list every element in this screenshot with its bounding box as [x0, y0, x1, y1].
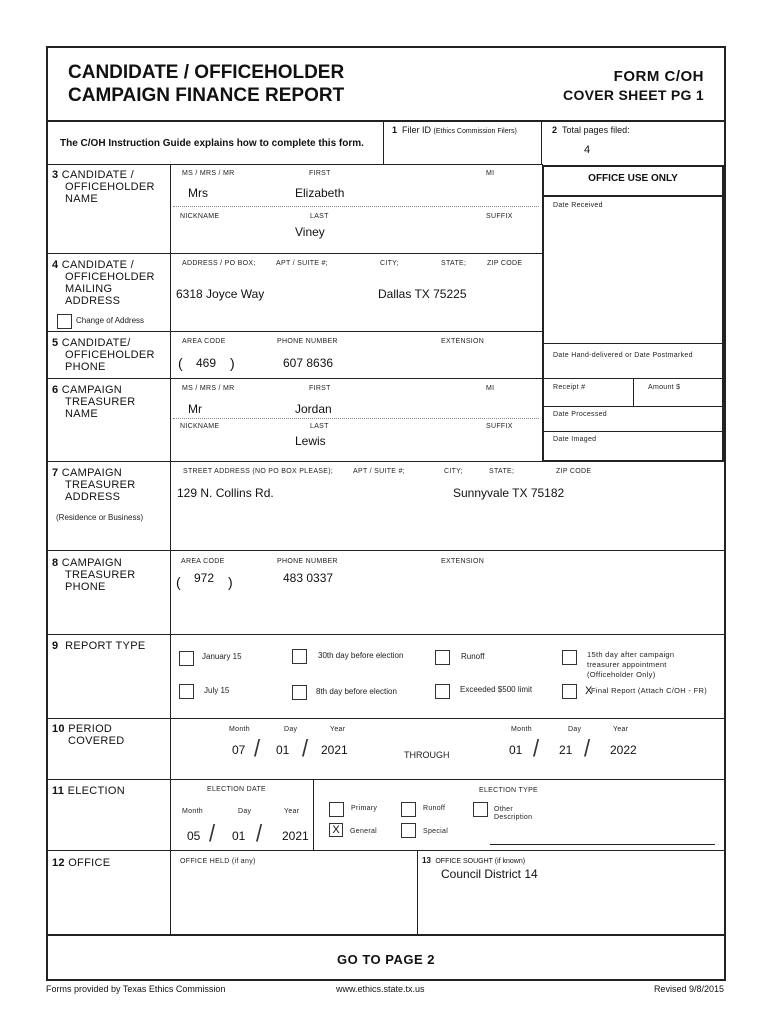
report-jan15-label: January 15	[202, 652, 242, 661]
receipt-amount-divider	[633, 378, 634, 407]
report-30day-checkbox[interactable]	[292, 649, 307, 664]
election-runoff-label: Runoff	[423, 805, 446, 812]
sec4-label	[52, 259, 155, 307]
sec11-label	[52, 785, 125, 797]
sec4-num: 4	[52, 259, 59, 271]
sec5-phone-header: PHONE NUMBER	[277, 338, 338, 345]
sec6-mi-header: MI	[486, 385, 495, 392]
form-title-line1: CANDIDATE / OFFICEHOLDER	[68, 62, 345, 83]
sec3-title-header: MS / MRS / MR	[182, 170, 235, 177]
report-30day-label: 30th day before election	[318, 651, 404, 660]
sec4-zip-header: ZIP CODE	[487, 260, 523, 267]
sec8-phone-header: PHONE NUMBER	[277, 558, 338, 565]
election-other-line1: Other	[494, 806, 514, 813]
sec5-area-close: )	[230, 355, 235, 371]
office-sought-header	[422, 856, 525, 867]
sec6-num: 6	[52, 384, 59, 396]
election-day-header: Day	[238, 808, 252, 815]
sec6-suffix-header: SUFFIX	[486, 423, 513, 430]
report-final-checkbox[interactable]	[562, 684, 577, 699]
sec3-label-3: NAME	[65, 193, 98, 205]
through-label: THROUGH	[404, 750, 450, 760]
header-divider	[46, 120, 726, 122]
sec4-address-value[interactable]: 6318 Joyce Way	[176, 287, 265, 301]
report-15day-line1: 15th day after campaign	[587, 650, 675, 659]
election-year-value[interactable]: 2021	[282, 829, 309, 843]
receipt-label: Receipt #	[553, 384, 586, 391]
sec12-label	[52, 857, 110, 869]
change-of-address-checkbox[interactable]	[57, 314, 72, 329]
sec5-area-header: AREA CODE	[182, 338, 226, 345]
sec12-label-text: OFFICE	[68, 857, 111, 869]
sec8-bottom	[46, 634, 726, 635]
cover-sheet-label: COVER SHEET PG 1	[563, 87, 704, 103]
sec9-label	[52, 640, 145, 652]
sec5-label	[52, 337, 155, 373]
sec8-area-header: AREA CODE	[181, 558, 225, 565]
report-final-mark: X	[585, 685, 593, 697]
sec6-title-header: MS / MRS / MR	[182, 385, 235, 392]
report-15day-label	[587, 650, 674, 680]
election-special-checkbox[interactable]	[401, 823, 416, 838]
sec3-first-value[interactable]: Elizabeth	[295, 186, 345, 200]
report-15day-checkbox[interactable]	[562, 650, 577, 665]
sec3-mi-header: MI	[486, 170, 495, 177]
sec11-label-text: ELECTION	[67, 785, 126, 797]
sec8-ext-header: EXTENSION	[441, 558, 485, 565]
pages-divider	[541, 120, 542, 165]
office-divider	[417, 851, 418, 935]
form-title-line2: CAMPAIGN FINANCE REPORT	[68, 85, 345, 106]
sec3-nickname-header: NICKNAME	[180, 213, 220, 220]
date-imaged-label: Date Imaged	[553, 436, 597, 443]
sec10-label-2: COVERED	[68, 735, 125, 747]
sec9-label-text: REPORT TYPE	[65, 640, 146, 652]
sec5-num: 5	[52, 337, 59, 349]
to-day-value[interactable]: 21	[559, 743, 573, 757]
sec3-num: 3	[52, 169, 59, 181]
to-month-value[interactable]: 01	[509, 743, 523, 757]
sec8-label-1: CAMPAIGN	[61, 557, 123, 569]
sec5-ext-header: EXTENSION	[441, 338, 485, 345]
report-8day-label: 8th day before election	[316, 687, 397, 696]
date-processed-label: Date Processed	[553, 411, 608, 418]
sec5-label-1: CANDIDATE/	[61, 337, 131, 349]
election-day-value[interactable]: 01	[232, 829, 246, 843]
to-month-header: Month	[511, 726, 532, 733]
footer-url[interactable]: www.ethics.state.tx.us	[336, 984, 425, 994]
to-year-value[interactable]: 2022	[610, 743, 637, 757]
sec7-num: 7	[52, 467, 59, 479]
sec7-street-header: STREET ADDRESS (NO PO BOX PLEASE);	[183, 468, 334, 475]
instruction-bottom	[46, 164, 543, 165]
from-year-value[interactable]: 2021	[321, 743, 348, 757]
sec3-first-header: FIRST	[309, 170, 331, 177]
election-general-label: General	[350, 828, 378, 835]
sec8-area-close: )	[228, 574, 233, 590]
sec5-label-2: OFFICEHOLDER	[65, 349, 155, 361]
to-year-header: Year	[613, 726, 629, 733]
sec6-last-value[interactable]: Lewis	[295, 434, 326, 448]
sec10-bottom	[46, 779, 726, 780]
date-hand-delivered-label: Date Hand-delivered or Date Postmarked	[553, 352, 693, 359]
sec6-label-3: NAME	[65, 408, 98, 420]
sec6-label-2: TREASURER	[65, 396, 136, 408]
sec5-phone-value[interactable]: 607 8636	[283, 356, 334, 370]
office-sought-value[interactable]: Council District 14	[441, 867, 538, 881]
sec6-first-value[interactable]: Jordan	[295, 402, 332, 416]
from-day-value[interactable]: 01	[276, 743, 290, 757]
sec4-label-3: MAILING	[65, 283, 113, 295]
election-other-label	[494, 806, 532, 822]
sec4-city-state-zip-value[interactable]: Dallas TX 75225	[378, 287, 467, 301]
sec6-first-header: FIRST	[309, 385, 331, 392]
sec7-note: (Residence or Business)	[56, 513, 144, 522]
sec8-label	[52, 557, 136, 593]
sec10-label-1: PERIOD	[68, 723, 113, 735]
election-primary-label: Primary	[351, 805, 378, 812]
instruction-text: The C/OH Instruction Guide explains how to complete this form.	[60, 138, 364, 149]
election-slash-2: /	[256, 819, 263, 848]
election-type-header: ELECTION TYPE	[479, 787, 539, 794]
total-pages-label	[552, 125, 630, 136]
sec6-last-header: LAST	[310, 423, 329, 430]
election-primary-checkbox[interactable]	[329, 802, 344, 817]
office-use-divider-3	[542, 406, 724, 407]
election-runoff-checkbox[interactable]	[401, 802, 416, 817]
sec8-phone-value[interactable]: 483 0337	[283, 571, 334, 585]
from-year-header: Year	[330, 726, 346, 733]
sec9-num: 9	[52, 640, 59, 652]
sec7-city-state-zip-value[interactable]: Sunnyvale TX 75182	[453, 486, 565, 500]
sec9-bottom	[46, 718, 726, 719]
from-day-header: Day	[284, 726, 298, 733]
sec7-city-header: CITY;	[444, 468, 463, 475]
office-use-title-divider	[542, 195, 724, 197]
sec4-address-header: ADDRESS / PO BOX;	[182, 260, 256, 267]
report-final-label: Final Report (Attach C/OH - FR)	[591, 686, 707, 695]
sec7-state-header: STATE;	[489, 468, 515, 475]
sec6-nickname-header: NICKNAME	[180, 423, 220, 430]
to-slash-2: /	[584, 734, 591, 763]
election-special-label: Special	[423, 828, 449, 835]
change-of-address-label: Change of Address	[76, 316, 145, 325]
sec7-apt-header: APT / SUITE #;	[353, 468, 405, 475]
sec4-city-header: CITY;	[380, 260, 399, 267]
sec6-title-value[interactable]: Mr	[188, 402, 202, 416]
date-received-label: Date Received	[553, 202, 603, 209]
sec3-last-value[interactable]: Viney	[295, 225, 325, 239]
from-slash-1: /	[254, 734, 261, 763]
sec7-street-value[interactable]: 129 N. Collins Rd.	[177, 486, 274, 500]
sec3-suffix-header: SUFFIX	[486, 213, 513, 220]
to-slash-1: /	[533, 734, 540, 763]
sec11-num: 11	[52, 785, 65, 797]
sec7-label-1: CAMPAIGN	[61, 467, 123, 479]
election-other-checkbox[interactable]	[473, 802, 488, 817]
sec11-bottom	[46, 850, 726, 851]
sec8-label-3: PHONE	[65, 581, 106, 593]
report-runoff-label: Runoff	[461, 652, 485, 661]
office-held-header: OFFICE HELD (if any)	[180, 858, 256, 865]
from-month-header: Month	[229, 726, 250, 733]
sec12-bottom	[46, 934, 726, 936]
report-jan15-checkbox[interactable]	[179, 651, 194, 666]
sec4-apt-header: APT / SUITE #;	[276, 260, 328, 267]
amount-label: Amount $	[648, 384, 681, 391]
election-month-header: Month	[182, 808, 203, 815]
sec6-bottom	[46, 461, 726, 462]
report-exceeded-label: Exceeded $500 limit	[460, 685, 533, 694]
sec8-num: 8	[52, 557, 59, 569]
footer-revised: Revised 9/8/2015	[653, 984, 724, 994]
office-use-title: OFFICE USE ONLY	[588, 173, 678, 184]
election-date-divider	[313, 780, 314, 850]
sec4-state-header: STATE;	[441, 260, 467, 267]
sec5-area-value[interactable]: 469	[196, 356, 217, 370]
other-description-line	[490, 844, 715, 845]
go-to-page-2: GO TO PAGE 2	[337, 952, 435, 967]
sec8-area-value[interactable]: 972	[194, 571, 215, 585]
sec5-area-open: (	[178, 355, 183, 371]
election-date-header: ELECTION DATE	[207, 786, 267, 793]
total-pages-text: Total pages filed:	[562, 125, 630, 135]
from-month-value[interactable]: 07	[232, 743, 246, 757]
election-general-checkbox[interactable]: X	[329, 823, 343, 837]
sec5-bottom	[46, 378, 543, 379]
to-day-header: Day	[568, 726, 582, 733]
sec3-bottom	[46, 253, 543, 254]
total-pages-value[interactable]: 4	[584, 144, 591, 156]
filer-id-note: (Ethics Commission Filers)	[433, 128, 517, 135]
report-jul15-label: July 15	[204, 686, 230, 695]
sec7-label	[52, 467, 136, 503]
sec10-label	[52, 723, 125, 747]
sec4-label-1: CANDIDATE /	[61, 259, 134, 271]
sec13-header-text: OFFICE SOUGHT (if known)	[435, 858, 526, 865]
election-year-header: Year	[284, 808, 300, 815]
filer-id-num: 1	[392, 125, 398, 135]
sec3-dotted-divider	[173, 206, 539, 207]
sec10-num: 10	[52, 723, 65, 735]
election-slash-1: /	[209, 819, 216, 848]
election-other-line2: Description	[494, 814, 533, 821]
total-pages-num: 2	[552, 125, 558, 135]
sec4-label-2: OFFICEHOLDER	[65, 271, 155, 283]
sec6-dotted-divider	[173, 418, 539, 419]
frame-left	[46, 46, 48, 980]
sec12-num: 12	[52, 857, 65, 869]
election-month-value[interactable]: 05	[187, 829, 201, 843]
frame-bottom	[46, 979, 726, 981]
sec7-bottom	[46, 550, 726, 551]
report-runoff-checkbox[interactable]	[435, 650, 450, 665]
sec8-area-open: (	[176, 574, 181, 590]
office-use-divider-4	[542, 431, 724, 432]
filer-id-divider	[383, 120, 384, 165]
sec3-label-2: OFFICEHOLDER	[65, 181, 155, 193]
sec6-label-1: CAMPAIGN	[61, 384, 123, 396]
frame-top	[46, 46, 725, 48]
form-id: FORM C/OH	[613, 68, 704, 85]
sec13-num: 13	[422, 856, 431, 865]
report-jul15-checkbox[interactable]	[179, 684, 194, 699]
office-use-divider-1	[542, 343, 724, 344]
sec3-title-value[interactable]: Mrs	[188, 186, 208, 200]
sec4-label-4: ADDRESS	[65, 295, 121, 307]
sec3-label-1: CANDIDATE /	[61, 169, 134, 181]
report-15day-line2: treasurer appointment	[587, 660, 667, 669]
sec7-label-3: ADDRESS	[65, 491, 121, 503]
frame-right	[724, 46, 726, 980]
sec5-label-3: PHONE	[65, 361, 106, 373]
sec3-label	[52, 169, 155, 205]
report-exceeded-checkbox[interactable]	[435, 684, 450, 699]
report-15day-line3: (Officeholder Only)	[587, 670, 656, 679]
sec8-label-2: TREASURER	[65, 569, 136, 581]
filer-id-text: Filer ID	[402, 125, 432, 135]
sec3-last-header: LAST	[310, 213, 329, 220]
sec7-label-2: TREASURER	[65, 479, 136, 491]
report-8day-checkbox[interactable]	[292, 685, 307, 700]
footer-provided: Forms provided by Texas Ethics Commission	[46, 984, 226, 994]
filer-id-label	[392, 125, 517, 137]
sec6-label	[52, 384, 136, 420]
sec7-zip-header: ZIP CODE	[556, 468, 592, 475]
from-slash-2: /	[302, 734, 309, 763]
sec4-bottom	[46, 331, 543, 332]
